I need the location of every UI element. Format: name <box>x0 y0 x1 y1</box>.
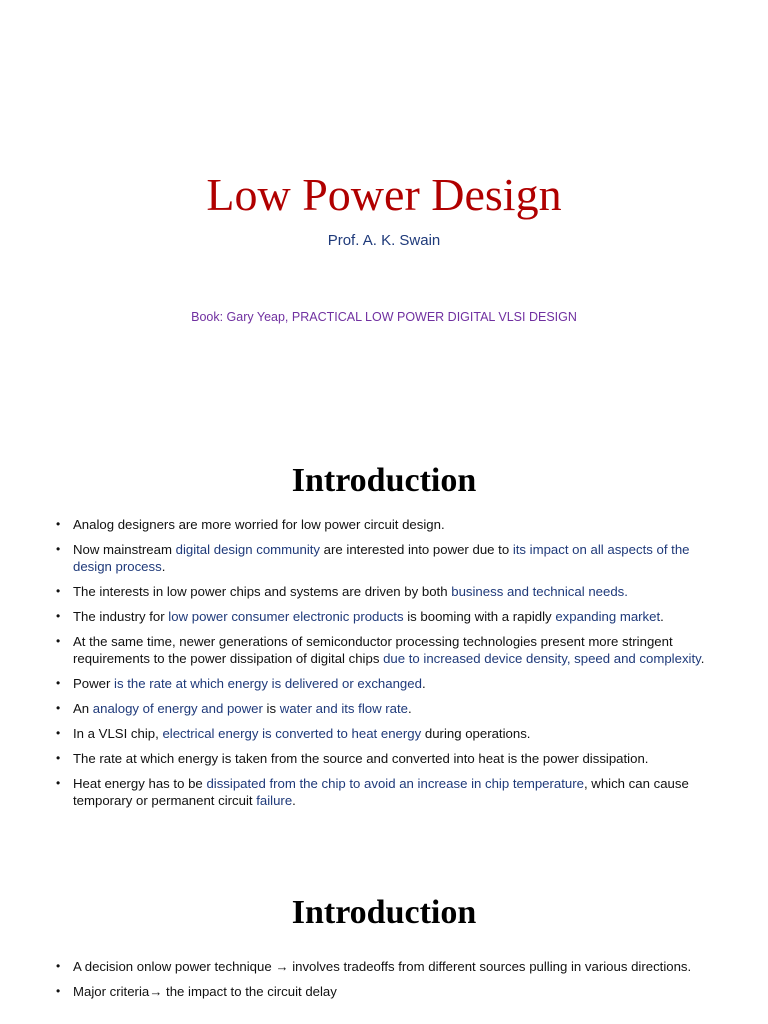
bullet-text: At the same time, newer generations of semiconductor processing technologies present more stringent requirements to the power dissipation of digital chips <box>73 634 673 666</box>
highlighted-text: analogy of energy and power <box>92 701 263 716</box>
slide-title: Low Power Design <box>206 169 562 220</box>
bullet-text: during operations. <box>421 726 531 741</box>
bullet-text: The rate at which energy is taken from the source and converted into heat is the power dissipation. <box>73 751 649 766</box>
bullet-text: Power <box>73 676 115 691</box>
bullet-item <box>55 750 715 767</box>
bullet-text: Heat energy has to be <box>73 776 207 791</box>
highlighted-text: expanding market <box>555 609 661 624</box>
bullet-text: . <box>408 701 412 716</box>
highlighted-text: business and technical needs. <box>451 584 628 599</box>
bullet-dot-icon: • <box>56 776 61 790</box>
bullet-text: Major criteria→ the impact to the circuit delay <box>73 984 337 999</box>
bullet-text: . <box>421 676 426 691</box>
bullet-list <box>55 958 715 1000</box>
bullet-text: Analog designers are more worried for low power circuit design. <box>73 517 445 532</box>
bullet-text: The interests in low power chips and systems are driven by both <box>73 584 452 599</box>
bullet-dot-icon: • <box>56 701 61 715</box>
bullet-text: An <box>73 701 93 716</box>
bullet-dot-icon: • <box>56 959 61 973</box>
bullet-dot-icon: • <box>56 517 61 531</box>
intro-slide-1 <box>0 452 768 872</box>
highlighted-text: electrical energy is converted to heat energy <box>162 726 422 741</box>
bullet-text: . <box>700 651 705 666</box>
bullet-text: In a VLSI chip, <box>73 726 163 741</box>
bullet-dot-icon: • <box>56 726 61 740</box>
bullet-text: . <box>660 609 664 624</box>
bullet-text: . <box>161 559 166 574</box>
bullet-dot-icon: • <box>56 676 61 690</box>
highlighted-text: due to increased device density, speed and complexity <box>383 651 701 666</box>
bullet-list <box>55 516 715 809</box>
bullet-item <box>55 983 715 1000</box>
bullet-item <box>55 541 715 575</box>
bullet-item <box>55 583 715 600</box>
bullet-dot-icon: • <box>56 542 61 556</box>
bullet-text: . <box>292 793 296 808</box>
highlighted-text: failure <box>256 793 293 808</box>
bullet-dot-icon: • <box>56 984 61 998</box>
bullet-text: is <box>262 701 280 716</box>
bullet-text: Now mainstream <box>73 542 176 557</box>
bullet-text: is booming with a rapidly <box>403 609 556 624</box>
bullet-dot-icon: • <box>56 609 61 623</box>
highlighted-text: digital design community <box>175 542 321 557</box>
highlighted-text: dissipated from the chip to avoid an increase in chip temperature <box>206 776 584 791</box>
bullet-text: A decision onlow power technique → involves tradeoffs from different sources pulling in various directions. <box>73 959 692 974</box>
bullet-item <box>55 958 715 975</box>
slide-heading: Introduction <box>291 894 477 931</box>
bullet-item <box>55 516 715 533</box>
bullet-text: , which can cause temporary or permanent circuit <box>73 776 689 808</box>
bullet-item <box>55 608 715 625</box>
highlighted-text: low power consumer electronic products <box>168 609 404 624</box>
book-reference: Book: Gary Yeap, PRACTICAL LOW POWER DIGITAL VLSI DESIGN <box>191 310 577 324</box>
highlighted-text: water and its flow rate <box>279 701 409 716</box>
intro-slide-2 <box>0 872 768 1024</box>
bullet-dot-icon: • <box>56 751 61 765</box>
bullet-item <box>55 700 715 717</box>
title-slide <box>0 0 768 452</box>
author-subtitle: Prof. A. K. Swain <box>327 232 441 249</box>
bullet-dot-icon: • <box>56 584 61 598</box>
highlighted-text: its impact on all aspects of the design process <box>73 542 690 574</box>
bullet-item <box>55 633 715 667</box>
bullet-dot-icon: • <box>56 634 61 648</box>
bullet-item <box>55 775 715 809</box>
bullet-text: are interested into power due to <box>320 542 513 557</box>
bullet-item <box>55 725 715 742</box>
highlighted-text: is the rate at which energy is delivered or exchanged <box>114 676 422 691</box>
bullet-text: The industry for <box>73 609 169 624</box>
bullet-item <box>55 675 715 692</box>
slide-heading: Introduction <box>291 462 477 499</box>
